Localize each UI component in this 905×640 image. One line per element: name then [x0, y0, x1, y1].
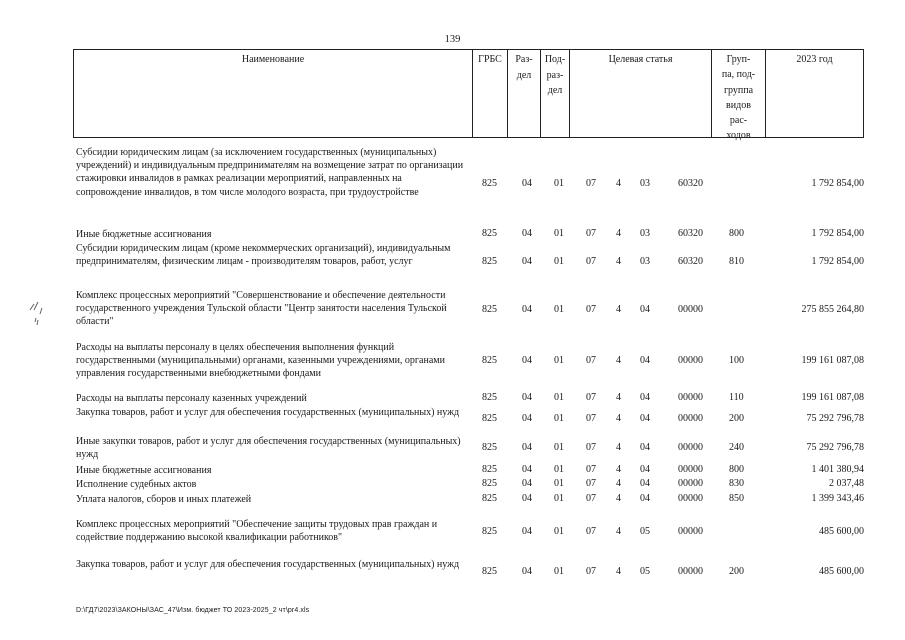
cell-target-1: 07 [586, 526, 596, 537]
cell-podrazdel: 01 [554, 256, 564, 267]
cell-razdel: 04 [522, 464, 532, 475]
page-number: 139 [444, 34, 461, 45]
cell-razdel: 04 [522, 304, 532, 315]
cell-razdel: 04 [522, 413, 532, 424]
cell-podrazdel: 01 [554, 526, 564, 537]
cell-target-3: 05 [640, 526, 650, 537]
cell-target-3: 04 [640, 442, 650, 453]
row-name: Расходы на выплаты персоналу в целях обеспечения выполнения функций государственными (муниципальными) органами, казенными учреждениями, органами управления государственными внебюджетными фондами [76, 342, 445, 380]
cell-target-4: 00000 [678, 442, 703, 453]
cell-sum: 1 401 380,94 [811, 464, 864, 475]
table-header [73, 49, 864, 142]
header-name: Наименование [241, 54, 305, 65]
row-name: Субсидии юридическим лицам (кроме некоммерческих организаций), индивидуальным предпринимателям, физическим лицам - производителям товаров, работ, услуг [76, 243, 451, 268]
cell-target-3: 04 [640, 493, 650, 504]
cell-razdel: 04 [522, 442, 532, 453]
cell-target-4: 00000 [678, 493, 703, 504]
header-grbs: ГРБС [472, 50, 507, 137]
cell-target-3: 04 [640, 304, 650, 315]
cell-sum: 75 292 796,78 [806, 442, 864, 453]
cell-target-3: 04 [640, 464, 650, 475]
cell-razdel: 04 [522, 478, 532, 489]
cell-target-4: 00000 [678, 392, 703, 403]
row-name: Комплекс процессных мероприятий "Обеспечение защиты трудовых прав граждан и содействие поддержанию высокой квалификации работников" [76, 519, 438, 544]
cell-grbs: 825 [482, 442, 497, 453]
file-path-footer: D:\ГД7\2023\ЗАКОНЫ\ЗАС_47\Изм. бюджет ТО 2023-2025_2 чт\pr4.xls [76, 607, 310, 614]
cell-podrazdel: 01 [554, 464, 564, 475]
cell-target-3: 04 [640, 355, 650, 366]
cell-razdel: 04 [522, 526, 532, 537]
cell-sum: 199 161 087,08 [801, 392, 864, 403]
cell-group: 240 [729, 442, 744, 453]
cell-sum: 1 399 343,46 [811, 493, 864, 504]
cell-target-2: 4 [616, 464, 621, 475]
cell-podrazdel: 01 [554, 304, 564, 315]
cell-target-1: 07 [586, 566, 596, 577]
header-group: Груп- па, под- группа видов рас- ходов [711, 50, 765, 137]
row-name: Иные бюджетные ассигнования [76, 229, 212, 240]
cell-sum: 199 161 087,08 [801, 355, 864, 366]
cell-podrazdel: 01 [554, 442, 564, 453]
cell-target-1: 07 [586, 413, 596, 424]
row-name: Субсидии юридическим лицам (за исключением государственных (муниципальных) учреждений) и индивидуальным предпринимателям на возмещение затрат по организации стажировки инвалидов в рамках реализации мероприятий, направленных на сопровождение инвалидов, в том числе молодого возраста, при трудоустройстве [76, 147, 464, 198]
header-razdel: Раз- дел [507, 50, 540, 137]
cell-target-4: 60320 [678, 228, 703, 239]
cell-razdel: 04 [522, 392, 532, 403]
cell-razdel: 04 [522, 493, 532, 504]
cell-target-2: 4 [616, 442, 621, 453]
cell-grbs: 825 [482, 493, 497, 504]
cell-target-3: 04 [640, 478, 650, 489]
cell-target-1: 07 [586, 228, 596, 239]
cell-sum: 75 292 796,78 [806, 413, 864, 424]
cell-group: 850 [729, 493, 744, 504]
cell-podrazdel: 01 [554, 355, 564, 366]
cell-podrazdel: 01 [554, 566, 564, 577]
row-name: Уплата налогов, сборов и иных платежей [76, 494, 252, 505]
cell-target-2: 4 [616, 526, 621, 537]
cell-grbs: 825 [482, 228, 497, 239]
cell-group: 800 [729, 464, 744, 475]
cell-target-3: 04 [640, 413, 650, 424]
cell-group: 100 [729, 355, 744, 366]
cell-target-4: 00000 [678, 478, 703, 489]
cell-target-1: 07 [586, 478, 596, 489]
cell-grbs: 825 [482, 526, 497, 537]
cell-target-1: 07 [586, 355, 596, 366]
cell-target-1: 07 [586, 493, 596, 504]
row-name: Комплекс процессных мероприятий "Совершенствование и обеспечение деятельности государственного учреждения Тульской области "Центр занятости населения Тульской области" [76, 290, 447, 328]
cell-group: 200 [729, 566, 744, 577]
cell-target-4: 60320 [678, 178, 703, 189]
cell-target-4: 00000 [678, 566, 703, 577]
cell-target-3: 03 [640, 256, 650, 267]
cell-target-2: 4 [616, 178, 621, 189]
cell-group: 830 [729, 478, 744, 489]
cell-target-1: 07 [586, 464, 596, 475]
cell-target-3: 03 [640, 228, 650, 239]
cell-target-2: 4 [616, 413, 621, 424]
cell-grbs: 825 [482, 392, 497, 403]
row-name: Иные закупки товаров, работ и услуг для обеспечения государственных (муниципальных) нужд [76, 436, 461, 461]
cell-razdel: 04 [522, 355, 532, 366]
cell-podrazdel: 01 [554, 493, 564, 504]
cell-sum: 275 855 264,80 [801, 304, 864, 315]
cell-target-2: 4 [616, 493, 621, 504]
cell-podrazdel: 01 [554, 228, 564, 239]
cell-target-1: 07 [586, 178, 596, 189]
cell-group: 200 [729, 413, 744, 424]
cell-target-2: 4 [616, 566, 621, 577]
row-name: Закупка товаров, работ и услуг для обеспечения государственных (муниципальных) нужд [76, 559, 460, 570]
header-year: 2023 год [765, 50, 863, 137]
cell-target-4: 60320 [678, 256, 703, 267]
cell-group: 800 [729, 228, 744, 239]
cell-grbs: 825 [482, 413, 497, 424]
cell-group: 110 [729, 392, 744, 403]
cell-sum: 1 792 854,00 [811, 256, 864, 267]
cell-podrazdel: 01 [554, 413, 564, 424]
cell-podrazdel: 01 [554, 178, 564, 189]
cell-grbs: 825 [482, 304, 497, 315]
cell-target-1: 07 [586, 392, 596, 403]
cell-razdel: 04 [522, 256, 532, 267]
cell-target-4: 00000 [678, 355, 703, 366]
handwritten-mark [28, 298, 48, 328]
cell-target-3: 05 [640, 566, 650, 577]
cell-target-3: 03 [640, 178, 650, 189]
cell-sum: 1 792 854,00 [811, 228, 864, 239]
cell-grbs: 825 [482, 478, 497, 489]
cell-sum: 1 792 854,00 [811, 178, 864, 189]
cell-target-2: 4 [616, 228, 621, 239]
cell-grbs: 825 [482, 464, 497, 475]
cell-razdel: 04 [522, 228, 532, 239]
cell-grbs: 825 [482, 256, 497, 267]
cell-razdel: 04 [522, 566, 532, 577]
cell-sum: 2 037,48 [829, 478, 864, 489]
cell-target-1: 07 [586, 442, 596, 453]
cell-grbs: 825 [482, 355, 497, 366]
row-name: Иные бюджетные ассигнования [76, 465, 212, 476]
cell-target-2: 4 [616, 355, 621, 366]
cell-target-4: 00000 [678, 413, 703, 424]
cell-grbs: 825 [482, 566, 497, 577]
cell-sum: 485 600,00 [819, 526, 864, 537]
cell-razdel: 04 [522, 178, 532, 189]
cell-target-1: 07 [586, 304, 596, 315]
cell-target-2: 4 [616, 304, 621, 315]
cell-podrazdel: 01 [554, 392, 564, 403]
cell-target-2: 4 [616, 256, 621, 267]
cell-target-4: 00000 [678, 526, 703, 537]
cell-target-1: 07 [586, 256, 596, 267]
cell-target-2: 4 [616, 478, 621, 489]
header-podrazdel: Под- раз- дел [540, 50, 569, 137]
cell-target-3: 04 [640, 392, 650, 403]
row-name: Закупка товаров, работ и услуг для обеспечения государственных (муниципальных) нужд [76, 407, 460, 418]
cell-target-2: 4 [616, 392, 621, 403]
cell-target-4: 00000 [678, 464, 703, 475]
cell-sum: 485 600,00 [819, 566, 864, 577]
header-target: Целевая статья [569, 50, 711, 137]
row-name: Исполнение судебных актов [76, 479, 197, 490]
cell-group: 810 [729, 256, 744, 267]
cell-grbs: 825 [482, 178, 497, 189]
cell-target-4: 00000 [678, 304, 703, 315]
cell-podrazdel: 01 [554, 478, 564, 489]
row-name: Расходы на выплаты персоналу казенных учреждений [76, 393, 307, 404]
